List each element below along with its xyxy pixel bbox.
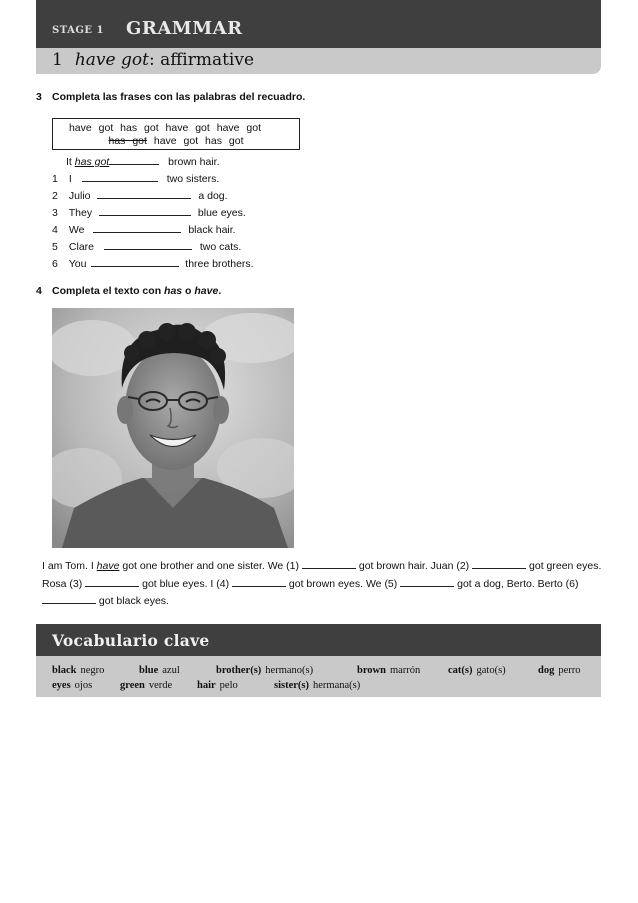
vocab-item [216, 665, 313, 676]
sentence-start: Clare [68, 241, 95, 253]
sentence-end: two cats. [199, 241, 242, 253]
sentence-number: 5 [52, 241, 58, 253]
vocab-english: black [52, 665, 77, 676]
vocab-english: brown [357, 665, 386, 676]
sentence-4 [52, 222, 236, 236]
answer-blank-1[interactable] [82, 171, 158, 182]
vocab-spanish: marrón [389, 665, 421, 676]
text-blank-3[interactable] [85, 576, 139, 587]
sentence-start: I [68, 173, 72, 185]
sentence-start: They [68, 207, 93, 219]
sentence-6 [52, 256, 254, 270]
exercise-3-heading [36, 91, 305, 103]
vocab-spanish: ojos [74, 680, 93, 691]
text-part: got black eyes. [96, 595, 169, 607]
exercise-4-text [42, 558, 602, 611]
sentence-number: 4 [52, 224, 58, 236]
sentence-end: blue eyes. [197, 207, 246, 219]
text-blank-6[interactable] [42, 593, 96, 604]
text-part: got a dog, Berto. Berto (6) [454, 577, 579, 590]
section-number: 1 [52, 50, 63, 70]
example-end: brown hair. [168, 156, 220, 168]
header-title: GRAMMAR [126, 18, 243, 39]
text-part: got blue eyes. I (4) [139, 577, 232, 590]
exercise-4-heading [36, 285, 221, 297]
text-part: got brown eyes. We (5) [286, 577, 401, 590]
text-part: got green eyes. Rosa (3) [42, 560, 602, 590]
sentence-2 [52, 188, 228, 202]
vocab-spanish: verde [148, 680, 173, 691]
answer-blank-6[interactable] [91, 256, 179, 267]
vocabulary-header-bar [36, 624, 601, 656]
word-have: have [194, 285, 219, 297]
heading-period: . [218, 285, 222, 297]
vocab-item [52, 665, 104, 676]
answer-blank-3[interactable] [99, 205, 191, 216]
exercise-3-instruction: Completa las frases con las palabras del recuadro. [52, 91, 306, 103]
vocab-english: eyes [52, 680, 71, 691]
sentence-end: three brothers. [185, 258, 254, 270]
vocab-item [52, 680, 92, 691]
vocab-english: cat(s) [448, 665, 473, 676]
vocab-spanish: hermana(s) [313, 680, 361, 691]
example-answer: has got [74, 156, 110, 168]
vocab-spanish: azul [162, 665, 180, 676]
sentence-start: Julio [68, 190, 91, 202]
word-box-line-2-rest: have got has got [153, 135, 244, 147]
struck-word: has got [108, 135, 147, 147]
stage-header-bar [36, 0, 601, 48]
stage-label: STAGE 1 [52, 25, 104, 36]
sentence-start: You [68, 258, 87, 270]
vocab-item [139, 665, 180, 676]
exercise-3-number: 3 [36, 91, 42, 103]
sentence-1 [52, 171, 219, 185]
text-blank-4[interactable] [232, 576, 286, 587]
vocab-item [197, 680, 238, 691]
text-example-answer: have [96, 560, 120, 572]
example-start: It [66, 156, 75, 168]
vocab-english: dog [538, 665, 555, 676]
vocab-spanish: negro [80, 665, 105, 676]
vocab-english: hair [197, 680, 216, 691]
example-sentence [66, 154, 220, 168]
sentence-number: 2 [52, 190, 58, 202]
vocab-english: brother(s) [216, 665, 262, 676]
text-part: I am Tom. I [42, 560, 97, 572]
sentence-number: 3 [52, 207, 58, 219]
vocab-spanish: pelo [219, 680, 238, 691]
text-part: got one brother and one sister. We (1) [119, 560, 302, 572]
vocab-spanish: perro [558, 665, 581, 676]
text-blank-1[interactable] [302, 558, 356, 569]
vocab-item [357, 665, 420, 676]
vocab-english: sister(s) [274, 680, 309, 691]
section-title-italic: have got [74, 50, 149, 70]
vocab-english: green [120, 680, 145, 691]
word-box [52, 118, 300, 150]
answer-blank-4[interactable] [93, 222, 181, 233]
word-box-line-2 [53, 135, 299, 147]
text-part: got brown hair. Juan (2) [355, 560, 473, 572]
word-box-line-1: have got has got have got have got [68, 122, 262, 134]
vocabulary-list [36, 656, 601, 697]
word-has: has [164, 285, 183, 297]
sentence-5 [52, 239, 241, 253]
text-blank-5[interactable] [400, 576, 454, 587]
vocab-spanish: hermano(s) [265, 665, 314, 676]
vocab-english: blue [139, 665, 159, 676]
sentence-3 [52, 205, 246, 219]
vocab-spanish: gato(s) [476, 665, 506, 676]
word-or: o [182, 285, 195, 297]
section-title-bar [36, 48, 601, 74]
sentence-start: We [68, 224, 85, 236]
sentence-end: a dog. [198, 190, 228, 202]
sentence-end: two sisters. [166, 173, 220, 185]
example-blank-tail [109, 154, 159, 165]
exercise-4-number: 4 [36, 285, 42, 297]
vocabulary-title: Vocabulario clave [52, 631, 210, 650]
section-title-rest: : affirmative [148, 50, 255, 70]
text-blank-2[interactable] [472, 558, 526, 569]
vocab-item [120, 680, 172, 691]
vocab-item [448, 665, 506, 676]
sentence-number: 1 [52, 173, 58, 185]
sentence-end: black hair. [188, 224, 236, 236]
vocab-item [538, 665, 581, 676]
sentence-number: 6 [52, 258, 58, 270]
boy-portrait-photo [52, 308, 294, 548]
vocab-item [274, 680, 360, 691]
answer-blank-2[interactable] [97, 188, 191, 199]
answer-blank-5[interactable] [104, 239, 192, 250]
exercise-4-instruction: Completa el texto con [52, 285, 165, 297]
section-title [52, 50, 254, 70]
